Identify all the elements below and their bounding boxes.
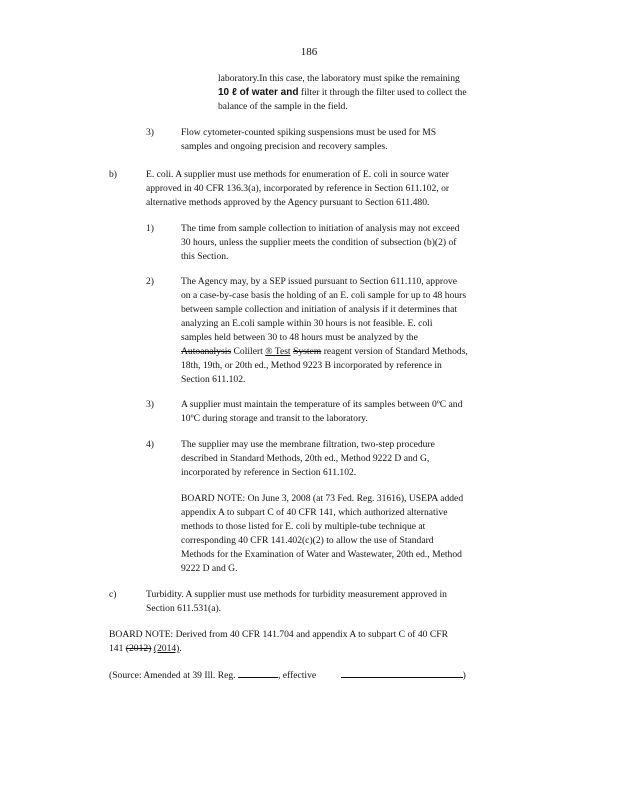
text-line: BOARD NOTE: Derived from 40 CFR 141.704 and appendix A to subpart C of 40 CFR xyxy=(109,629,448,640)
deleted-text: System xyxy=(293,346,322,357)
text-line: corresponding 40 CFR 141.402(c)(2) to allow the use of Standard xyxy=(181,535,434,546)
text-line: 10 ℓ of water and filter it through the filter used to collect the xyxy=(218,87,467,98)
text-line: incorporated by reference in Section 611.102. xyxy=(181,467,357,478)
text-line: E. coli. A supplier must use methods for enumeration of E. coli in source water xyxy=(146,169,449,180)
text-line: between sample collection and initiation of analysis if it determines that xyxy=(181,304,458,315)
text-line: 30 hours, unless the supplier meets the condition of subsection (b)(2) of xyxy=(181,237,457,248)
text-line: Section 611.531(a). xyxy=(146,603,222,614)
text-line: alternative methods approved by the Agency pursuant to Section 611.480. xyxy=(146,197,430,208)
section-label: b) xyxy=(109,169,117,180)
section-label: c) xyxy=(109,589,117,600)
derived-board-note xyxy=(109,628,532,656)
text-line: described in Standard Methods, 20th ed., Method 9222 D and G, xyxy=(181,453,430,464)
item-b4-paragraph xyxy=(181,438,494,480)
text-line: balance of the sample in the field. xyxy=(218,101,348,112)
item-label: 3) xyxy=(146,399,154,410)
deleted-text: Autoanalysis xyxy=(181,346,232,357)
inserted-text: ® Test xyxy=(265,346,291,357)
text-line: samples and ongoing precision and recovery samples. xyxy=(181,141,388,152)
text-line: The supplier may use the membrane filtration, two-step procedure xyxy=(181,439,435,450)
text-line: 141 (2012) (2014). xyxy=(109,643,182,654)
text-line: this Section. xyxy=(181,251,229,262)
item-label: 1) xyxy=(146,223,154,234)
text-line: Section 611.102. xyxy=(181,374,246,385)
text-line: laboratory.In this case, the laboratory must spike the remaining xyxy=(218,73,460,84)
text-line: BOARD NOTE: On June 3, 2008 (at 73 Fed. Reg. 31616), USEPA added xyxy=(181,493,464,504)
text-line: appendix A to subpart C of 40 CFR 141, which authorized alternative xyxy=(181,507,448,518)
text-line: The time from sample collection to initiation of analysis may not exceed xyxy=(181,223,460,234)
text-line: Flow cytometer-counted spiking suspensions must be used for MS xyxy=(181,127,437,138)
text-line: A supplier must maintain the temperature of its samples between 0ºC and xyxy=(181,399,463,410)
item-3-paragraph xyxy=(181,126,496,154)
text-line: Autoanalysis Colilert ® Test System reagent version of Standard Methods, xyxy=(181,346,468,357)
text-line: approved in 40 CFR 136.3(a), incorporated by reference in Section 611.102, or xyxy=(146,183,450,194)
item-label: 3) xyxy=(146,127,154,138)
text-line: methods to those listed for E. coli by multiple-tube technique at xyxy=(181,521,426,532)
section-b-paragraph xyxy=(146,168,526,210)
item-label: 2) xyxy=(146,276,154,287)
deleted-text: (2012) xyxy=(125,643,152,654)
reg-page-blank xyxy=(238,667,278,678)
text-line: Methods for the Examination of Water and Wastewater, 20th ed., Method xyxy=(181,549,462,560)
effective-date-blank xyxy=(341,667,463,678)
item-label: 4) xyxy=(146,439,154,450)
inserted-text: (2014) xyxy=(153,643,180,654)
item-b1-paragraph xyxy=(181,222,533,264)
text-line: 18th, 19th, or 20th ed., Method 9223 B incorporated by reference in xyxy=(181,360,442,371)
page-number: 186 xyxy=(300,46,318,58)
volume-text: 10 ℓ of water and xyxy=(218,87,299,98)
board-note-paragraph xyxy=(181,492,533,576)
text-line: Turbidity. A supplier must use methods for turbidity measurement approved in xyxy=(146,589,447,600)
text-line: on a case-by-case basis the holding of an E. coli sample for up to 48 hours xyxy=(181,290,467,301)
item-b2-paragraph xyxy=(181,275,533,387)
text-line: 9222 D and G. xyxy=(181,563,238,574)
text-line: samples held between 30 to 48 hours must be analyzed by the xyxy=(181,332,418,343)
continuation-paragraph xyxy=(218,72,511,114)
text-line: 10ºC during storage and transit to the laboratory. xyxy=(181,413,368,424)
item-b3-paragraph xyxy=(181,398,533,426)
text-line: The Agency may, by a SEP issued pursuant to Section 611.110, approve xyxy=(181,276,457,287)
text-line: analyzing an E.coli sample within 30 hours is not feasible. E. coli xyxy=(181,318,433,329)
section-c-paragraph xyxy=(146,588,526,616)
source-line: (Source: Amended at 39 Ill. Reg. , effective ) xyxy=(109,667,529,683)
